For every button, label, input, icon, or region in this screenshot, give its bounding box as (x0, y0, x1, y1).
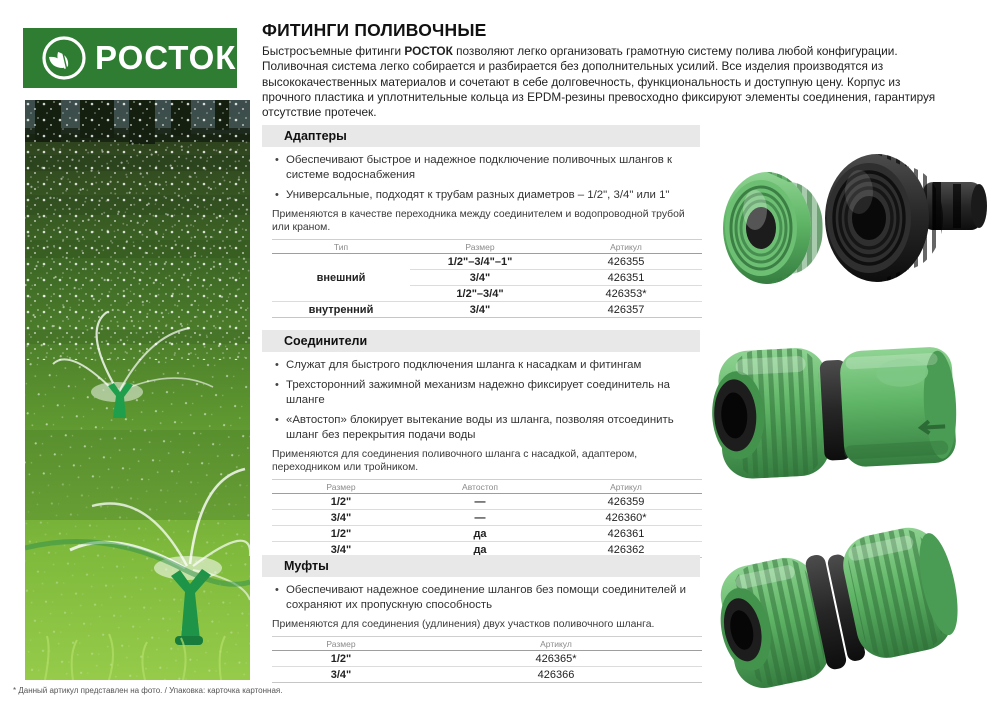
bullet-item: • Обеспечивают быстрое и надежное подключение поливочных шлангов к системе водоснабжения (262, 153, 700, 183)
adapters-product-photo (705, 140, 995, 300)
brand-name: РОСТОК (95, 39, 237, 76)
cell-autostop: — (410, 510, 550, 526)
cell-type: внутренний (272, 302, 410, 318)
cell-art: 426360* (550, 510, 702, 526)
column-header: Артикул (550, 480, 702, 494)
connector-product-photo (708, 328, 968, 493)
adapters-table (272, 239, 702, 318)
column-header: Размер (272, 637, 410, 651)
connectors-bullet-list (262, 358, 700, 443)
cell-size: 1/2" (272, 494, 410, 510)
cell-size: 3/4" (272, 510, 410, 526)
cell-size: 3/4" (272, 667, 410, 683)
black-adapter (825, 154, 987, 282)
footnote: * Данный артикул представлен на фото. / Упаковка: карточка картонная. (13, 686, 283, 695)
intro-rest: позволяют легко организовать грамотную систему полива любой конфигурации. Поливочная система легко собирается и разбирается без дополнительных усилий. Все изделия производятся из высококачественных материалов и сочетают в себе долговечность, функциональность и доступную цену. Корпус из прочного пластика и уплотнительные кольца из EPDM-резины превосходно фиксируют элементы соединения, гарантируя отсутствие протечек. (262, 44, 936, 120)
section-connectors-title: Соединители (262, 330, 700, 352)
cell-art: 426357 (550, 302, 702, 318)
cell-size: 1/2" (272, 651, 410, 667)
intro-paragraph (262, 44, 938, 120)
section-couplings (262, 555, 700, 683)
table-row (272, 494, 702, 510)
section-adapters (262, 125, 700, 318)
bullet-item: • Служат для быстрого подключения шланга к насадкам и фитингам (262, 358, 700, 373)
column-header: Автостоп (410, 480, 550, 494)
adapters-bullet-list (262, 153, 700, 203)
connectors-note: Применяются для соединения поливочного шланга с насадкой, адаптером, переходником или тройником. (272, 449, 638, 473)
section-couplings-title: Муфты (262, 555, 700, 577)
hose-connector (709, 340, 959, 481)
couplings-note: Применяются для соединения (удлинения) двух участков поливочного шланга. (272, 619, 655, 630)
couplings-table (272, 636, 702, 683)
connectors-table (272, 479, 702, 558)
cell-size: 1/2" (272, 526, 410, 542)
bullet-item: • Обеспечивают надежное соединение шлангов без помощи соединителей и сохраняют их пропускную способность (262, 583, 700, 613)
cell-autostop: — (410, 494, 550, 510)
cell-autostop: да (410, 526, 550, 542)
coupling-product-photo (710, 512, 960, 692)
cell-art: 426359 (550, 494, 702, 510)
cell-art: 426353* (550, 286, 702, 302)
brand-logo (23, 28, 237, 88)
table-row (272, 510, 702, 526)
adapters-note: Применяются в качестве переходника между соединителем и водопроводной трубой или краном. (272, 209, 685, 233)
page-title: ФИТИНГИ ПОЛИВОЧНЫЕ (262, 20, 487, 40)
cell-size: 3/4" (272, 542, 410, 558)
leaf-icon (41, 35, 87, 81)
cell-art: 426365* (410, 651, 702, 667)
column-header: Тип (272, 240, 410, 254)
cell-type: внешний (272, 254, 410, 302)
bullet-item: • Трехсторонний зажимной механизм надежно фиксирует соединитель на шланге (262, 378, 700, 408)
table-row (272, 526, 702, 542)
cell-art: 426355 (550, 254, 702, 270)
cell-art: 426361 (550, 526, 702, 542)
section-connectors (262, 330, 700, 558)
cell-art: 426362 (550, 542, 702, 558)
cell-size: 3/4" (410, 270, 550, 286)
table-row (272, 254, 702, 270)
green-adapter (723, 172, 823, 284)
couplings-bullet-list (262, 583, 700, 613)
table-row (272, 667, 702, 683)
cell-art: 426351 (550, 270, 702, 286)
column-header: Артикул (550, 240, 702, 254)
hose-coupling (710, 520, 960, 692)
cell-size: 1/2"–3/4" (410, 286, 550, 302)
cell-autostop: да (410, 542, 550, 558)
column-header: Артикул (410, 637, 702, 651)
cell-size: 3/4" (410, 302, 550, 318)
table-row (272, 302, 702, 318)
section-adapters-title: Адаптеры (262, 125, 700, 147)
cell-art: 426366 (410, 667, 702, 683)
bullet-item: • «Автостоп» блокирует вытекание воды из шланга, позволяя отсоединить шланг без перекрытия подачи воды (262, 413, 700, 443)
intro-lead: Быстросъемные фитинги (262, 44, 405, 58)
column-header: Размер (272, 480, 410, 494)
lawn-sprinkler-photo (25, 100, 250, 680)
cell-size: 1/2"–3/4"–1" (410, 254, 550, 270)
bullet-item: • Универсальные, подходят к трубам разных диаметров – 1/2", 3/4" или 1" (262, 188, 700, 203)
column-header: Размер (410, 240, 550, 254)
table-row (272, 651, 702, 667)
intro-brand: РОСТОК (404, 44, 453, 58)
